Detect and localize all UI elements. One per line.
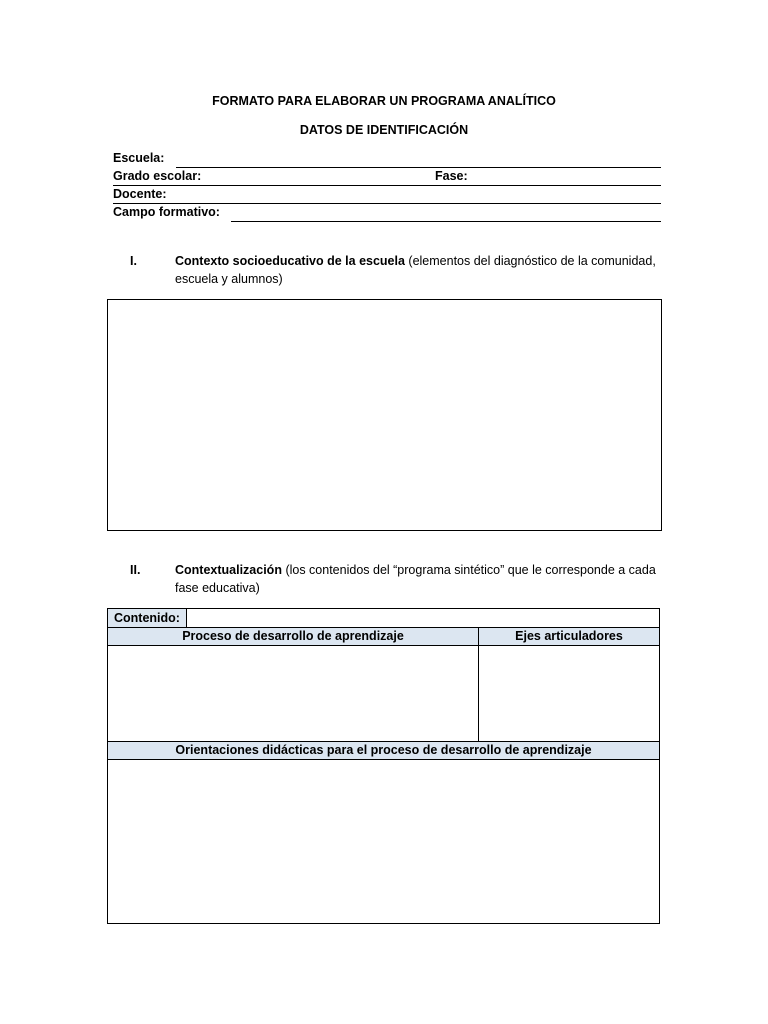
contenido-label: Contenido: [108,609,187,628]
document-title: FORMATO PARA ELABORAR UN PROGRAMA ANALÍTICO [212,94,556,108]
section-2-title-bold: Contextualización [175,563,282,577]
campo-label: Campo formativo: [113,205,220,219]
fase-label: Fase: [435,169,468,183]
identification-block [113,150,661,222]
escuela-label: Escuela: [113,151,165,165]
docente-label: Docente: [113,187,167,201]
contenido-field[interactable] [187,609,659,628]
docente-row [113,186,661,204]
orientaciones-cell[interactable] [108,760,659,923]
contextualizacion-table [107,608,660,924]
section-2-title-rest: (los contenidos del “programa sintético” que le corresponde a cada fase educativa) [175,563,656,595]
grado-label: Grado escolar: [113,169,202,183]
section-2-number: II. [130,563,141,577]
proceso-cell[interactable] [108,646,479,742]
section-1-title [175,252,665,288]
contexto-box[interactable] [107,299,662,531]
section-1-number: I. [130,254,137,268]
grado-fase-row [113,168,661,186]
campo-field[interactable] [231,221,661,222]
ejes-header: Ejes articuladores [479,628,659,646]
ejes-cell[interactable] [479,646,659,742]
document-subtitle: DATOS DE IDENTIFICACIÓN [299,123,469,137]
orientaciones-header: Orientaciones didácticas para el proceso de desarrollo de aprendizaje [108,742,659,760]
section-1-title-bold: Contexto socioeducativo de la escuela [175,254,405,268]
section-1-title-rest: (elementos del diagnóstico de la comunidad, escuela y alumnos) [175,254,656,286]
campo-row [113,204,661,222]
proceso-header: Proceso de desarrollo de aprendizaje [108,628,479,646]
section-2-title [175,561,665,597]
escuela-row [113,150,661,168]
